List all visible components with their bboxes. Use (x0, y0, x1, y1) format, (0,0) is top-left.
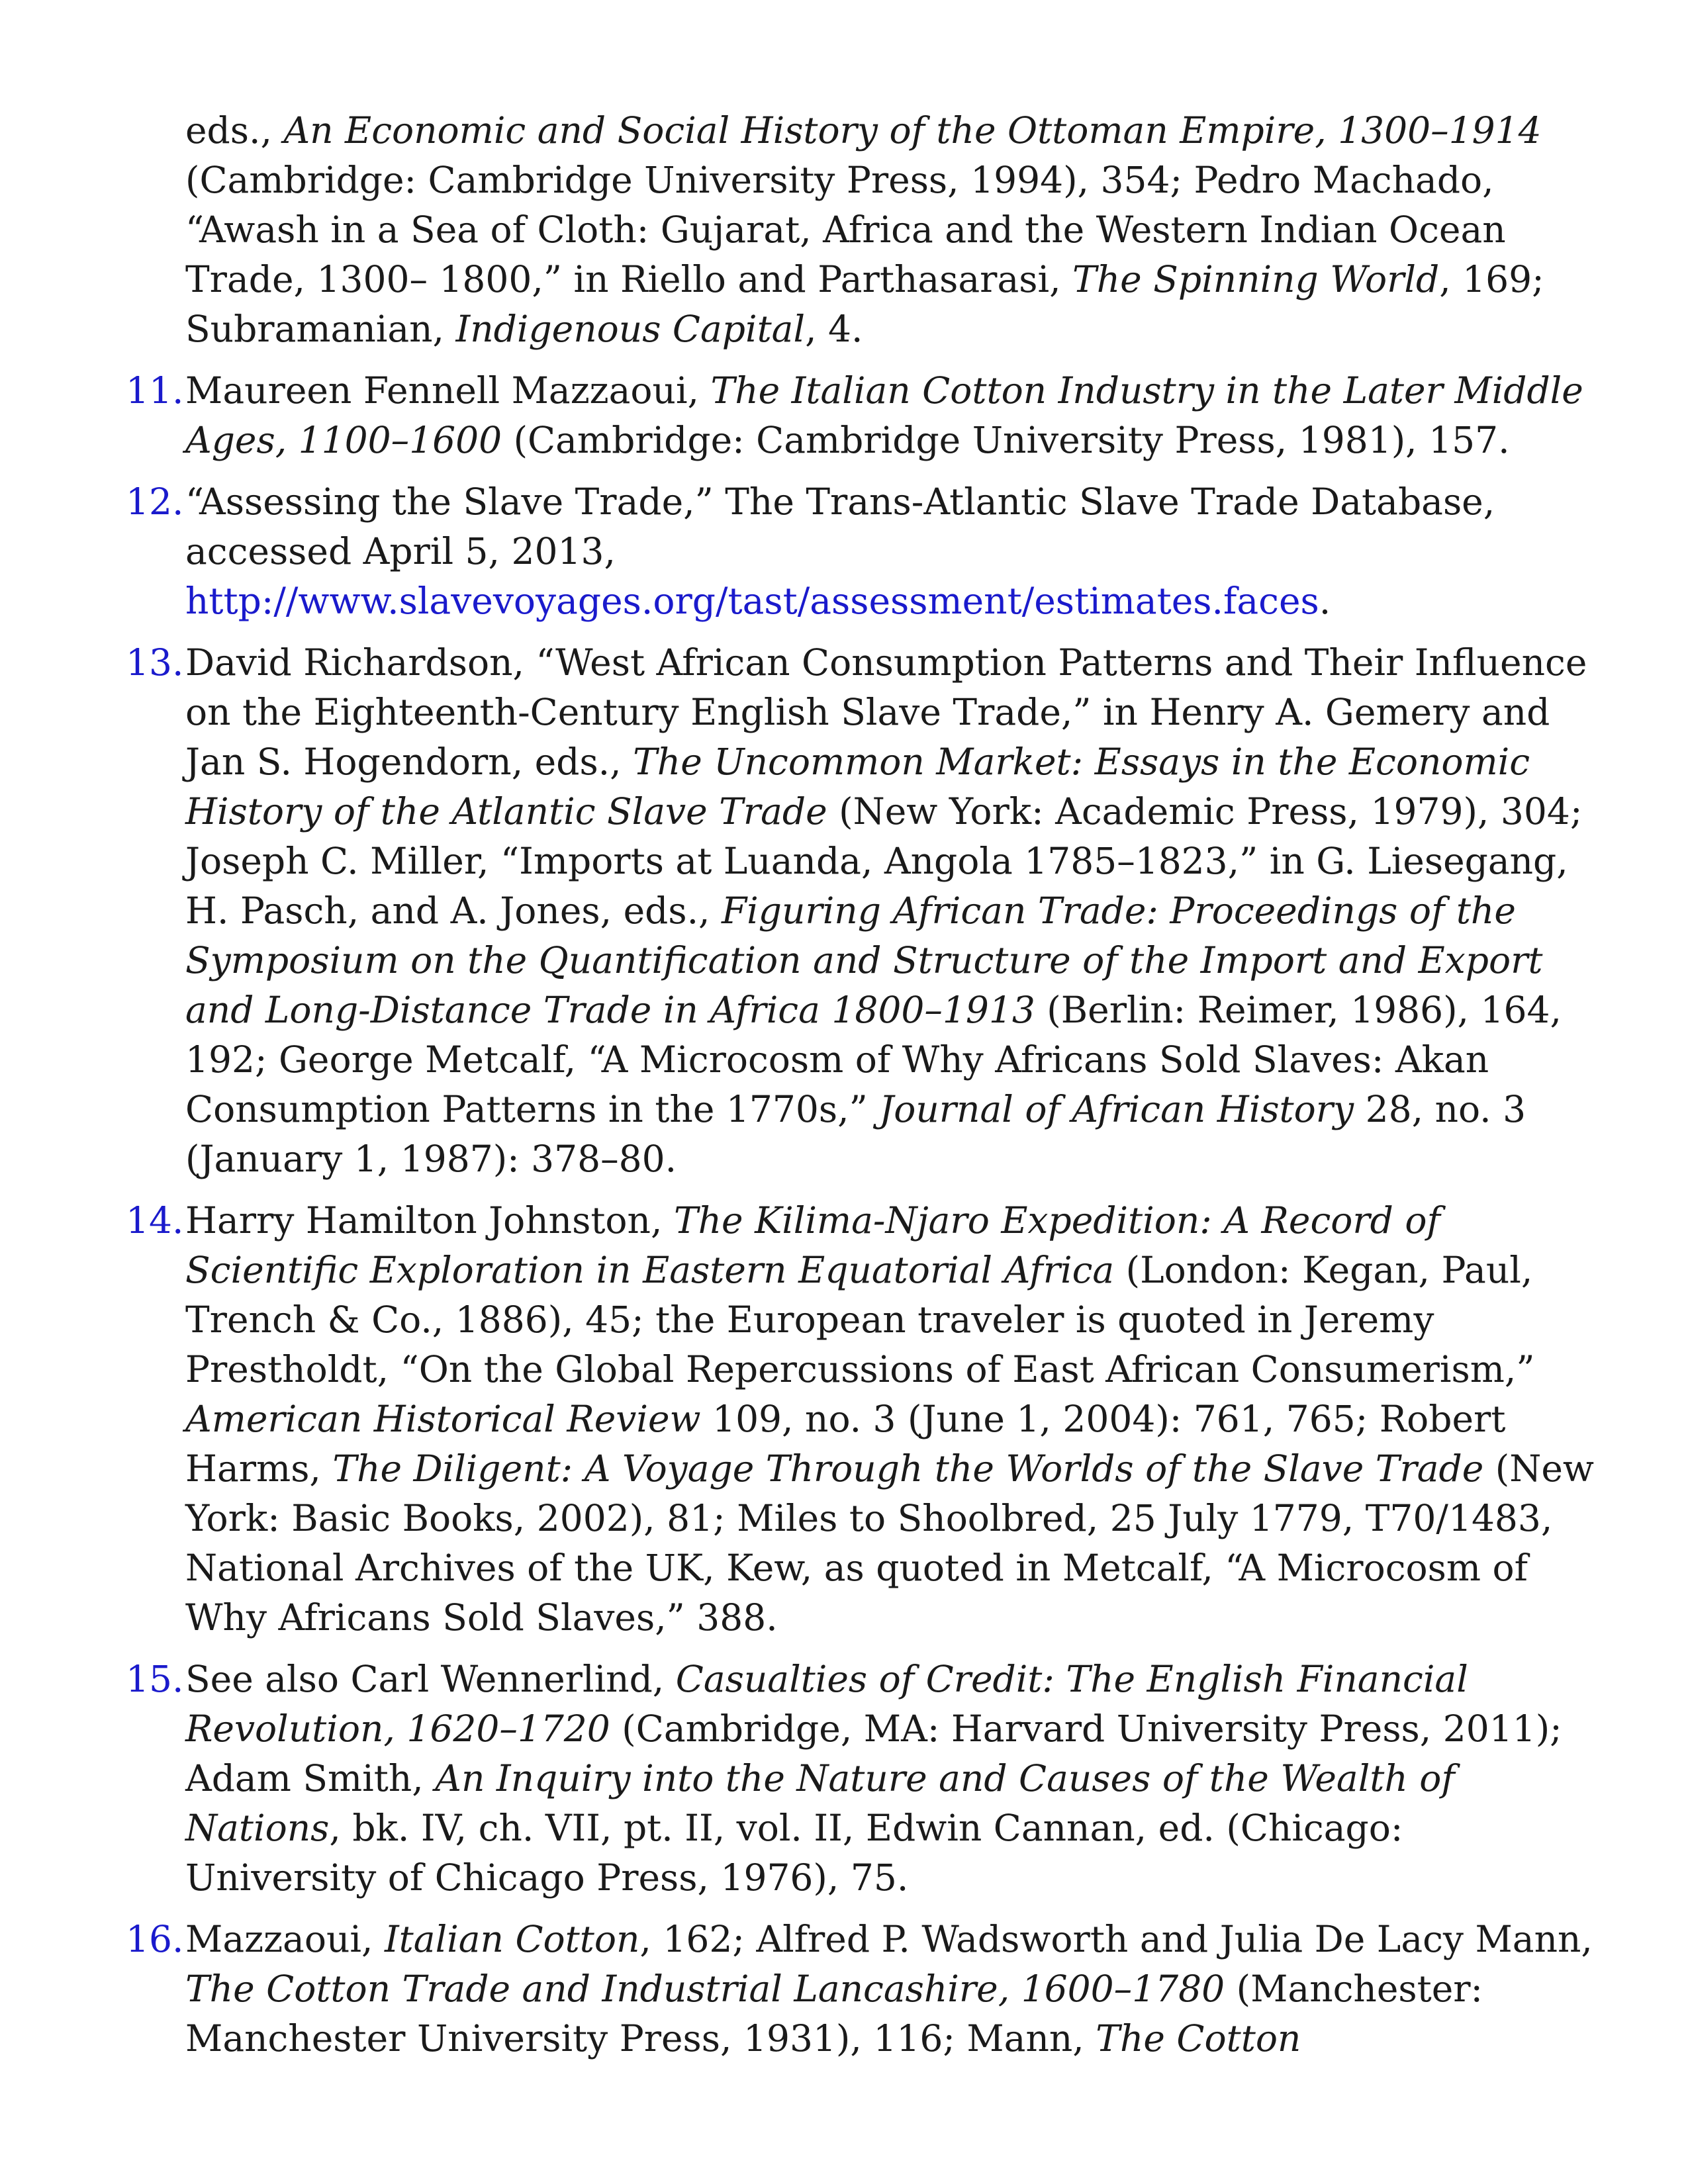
endnote-text (185, 1199, 1594, 1639)
endnote-13 (126, 638, 1595, 1184)
endnote-number-link[interactable]: 16. (126, 1918, 184, 1960)
citation-text: Harry Hamilton Johnston, (185, 1199, 674, 1242)
endnote-15 (126, 1655, 1595, 1903)
endnote-continuation (126, 106, 1595, 354)
italic-title: The Cotton (1096, 2017, 1301, 2060)
endnote-number-link[interactable]: 14. (126, 1199, 184, 1242)
url-link[interactable]: http://www.slavevoyages.org/tast/assessment/estimates.faces (185, 580, 1319, 622)
endnote-12 (126, 477, 1595, 626)
citation-text: (Cambridge, MA: Harvard University Press, 2011); Adam Smith, (185, 1707, 1562, 1799)
italic-title: The Diligent: A Voyage Through the Worlds of the Slave Trade (332, 1447, 1484, 1490)
citation-text: Mazzaoui, (185, 1918, 385, 1960)
citation-text: 28, no. 3 (January 1, 1987): 378–80. (185, 1088, 1526, 1180)
endnote-11 (126, 366, 1595, 465)
citation-text: , 4. (805, 308, 863, 350)
citation-text: “Assessing the Slave Trade,” The Trans-Atlantic Slave Trade Database, accessed April 5, 2013, (185, 480, 1495, 572)
italic-title: American Historical Review (185, 1398, 701, 1440)
citation-text: , 169; Subramanian, (185, 258, 1544, 350)
citation-text: David Richardson, “West African Consumption Patterns and Their Influence on the Eighteenth-Century English Slave Trade,” in Henry A. Gemery and Jan S. Hogendorn, eds., (185, 641, 1587, 783)
endnote-text (185, 641, 1587, 1180)
endnote-text (185, 480, 1495, 622)
endnotes-list (126, 106, 1595, 2075)
citation-text: , 162; Alfred P. Wadsworth and Julia De Lacy Mann, (639, 1918, 1593, 1960)
citation-text: . (1319, 580, 1331, 622)
italic-title: The Spinning World (1072, 258, 1440, 300)
italic-title: The Italian Cotton Industry in the Later Middle Ages, 1100–1600 (185, 369, 1583, 461)
endnote-number-link[interactable]: 11. (126, 369, 184, 412)
endnote-14 (126, 1196, 1595, 1643)
citation-text: (New York: Basic Books, 2002), 81; Miles to Shoolbred, 25 July 1779, T70/1483, National Archives of the UK, Kew, as quoted in Metcalf, “A Microcosm of Why Africans Sold Slaves,” 388. (185, 1447, 1594, 1639)
italic-title: Italian Cotton (384, 1918, 640, 1960)
citation-text: , bk. IV, ch. VII, pt. II, vol. II, Edwin Cannan, ed. (Chicago: University of Chicago Press, 1976), 75. (185, 1807, 1403, 1899)
citation-text: Maureen Fennell Mazzaoui, (185, 369, 711, 412)
citation-text: (Manchester: Manchester University Press, 1931), 116; Mann, (185, 1968, 1483, 2060)
endnote-number-link[interactable]: 15. (126, 1658, 184, 1700)
citation-text: 109, no. 3 (June 1, 2004): 761, 765; Robert Harms, (185, 1398, 1506, 1490)
citation-text: eds., (185, 109, 284, 152)
endnote-text (185, 109, 1544, 350)
italic-title: The Cotton Trade and Industrial Lancashire, 1600–1780 (185, 1968, 1225, 2010)
italic-title: An Inquiry into the Nature and Causes of the Wealth of Nations (185, 1757, 1455, 1849)
endnote-text (185, 1658, 1562, 1899)
italic-title: An Economic and Social History of the Ottoman Empire, 1300–1914 (283, 109, 1542, 152)
citation-text: (New York: Academic Press, 1979), 304; Joseph C. Miller, “Imports at Luanda, Angola 1785–1823,” in G. Liesegang, H. Pasch, and A. Jones, eds., (185, 790, 1583, 932)
citation-text: See also Carl Wennerlind, (185, 1658, 676, 1700)
citation-text: (Berlin: Reimer, 1986), 164, 192; George Metcalf, “A Microcosm of Why Africans Sold Slaves: Akan Consumption Patterns in the 1770s,” (185, 989, 1562, 1130)
endnote-number-link[interactable]: 13. (126, 641, 184, 684)
citation-text: (London: Kegan, Paul, Trench & Co., 1886), 45; the European traveler is quoted in Jeremy Prestholdt, “On the Global Repercussions of East African Consumerism,” (185, 1249, 1535, 1390)
citation-text: (Cambridge: Cambridge University Press, 1981), 157. (502, 419, 1510, 461)
endnote-text (185, 1918, 1593, 2060)
italic-title: Indigenous Capital (455, 308, 806, 350)
endnote-16 (126, 1915, 1595, 2064)
citation-text: (Cambridge: Cambridge University Press, 1994), 354; Pedro Machado, “Awash in a Sea of Cloth: Gujarat, Africa and the Western Indian Ocean Trade, 1300– 1800,” in Riello and Parthasarasi, (185, 159, 1506, 300)
italic-title: The Kilima-Njaro Expedition: A Record of Scientific Exploration in Eastern Equatorial Africa (185, 1199, 1440, 1291)
italic-title: Journal of African History (879, 1088, 1354, 1130)
endnote-text (185, 369, 1583, 461)
endnote-number-link[interactable]: 12. (126, 480, 184, 523)
italic-title: Figuring African Trade: Proceedings of the Symposium on the Quantification and Structure of the Import and Export and Long-Distance Trade in Africa 1800–1913 (185, 889, 1543, 1031)
italic-title: The Uncommon Market: Essays in the Economic History of the Atlantic Slave Trade (185, 741, 1530, 833)
italic-title: Casualties of Credit: The English Financial Revolution, 1620–1720 (185, 1658, 1468, 1750)
